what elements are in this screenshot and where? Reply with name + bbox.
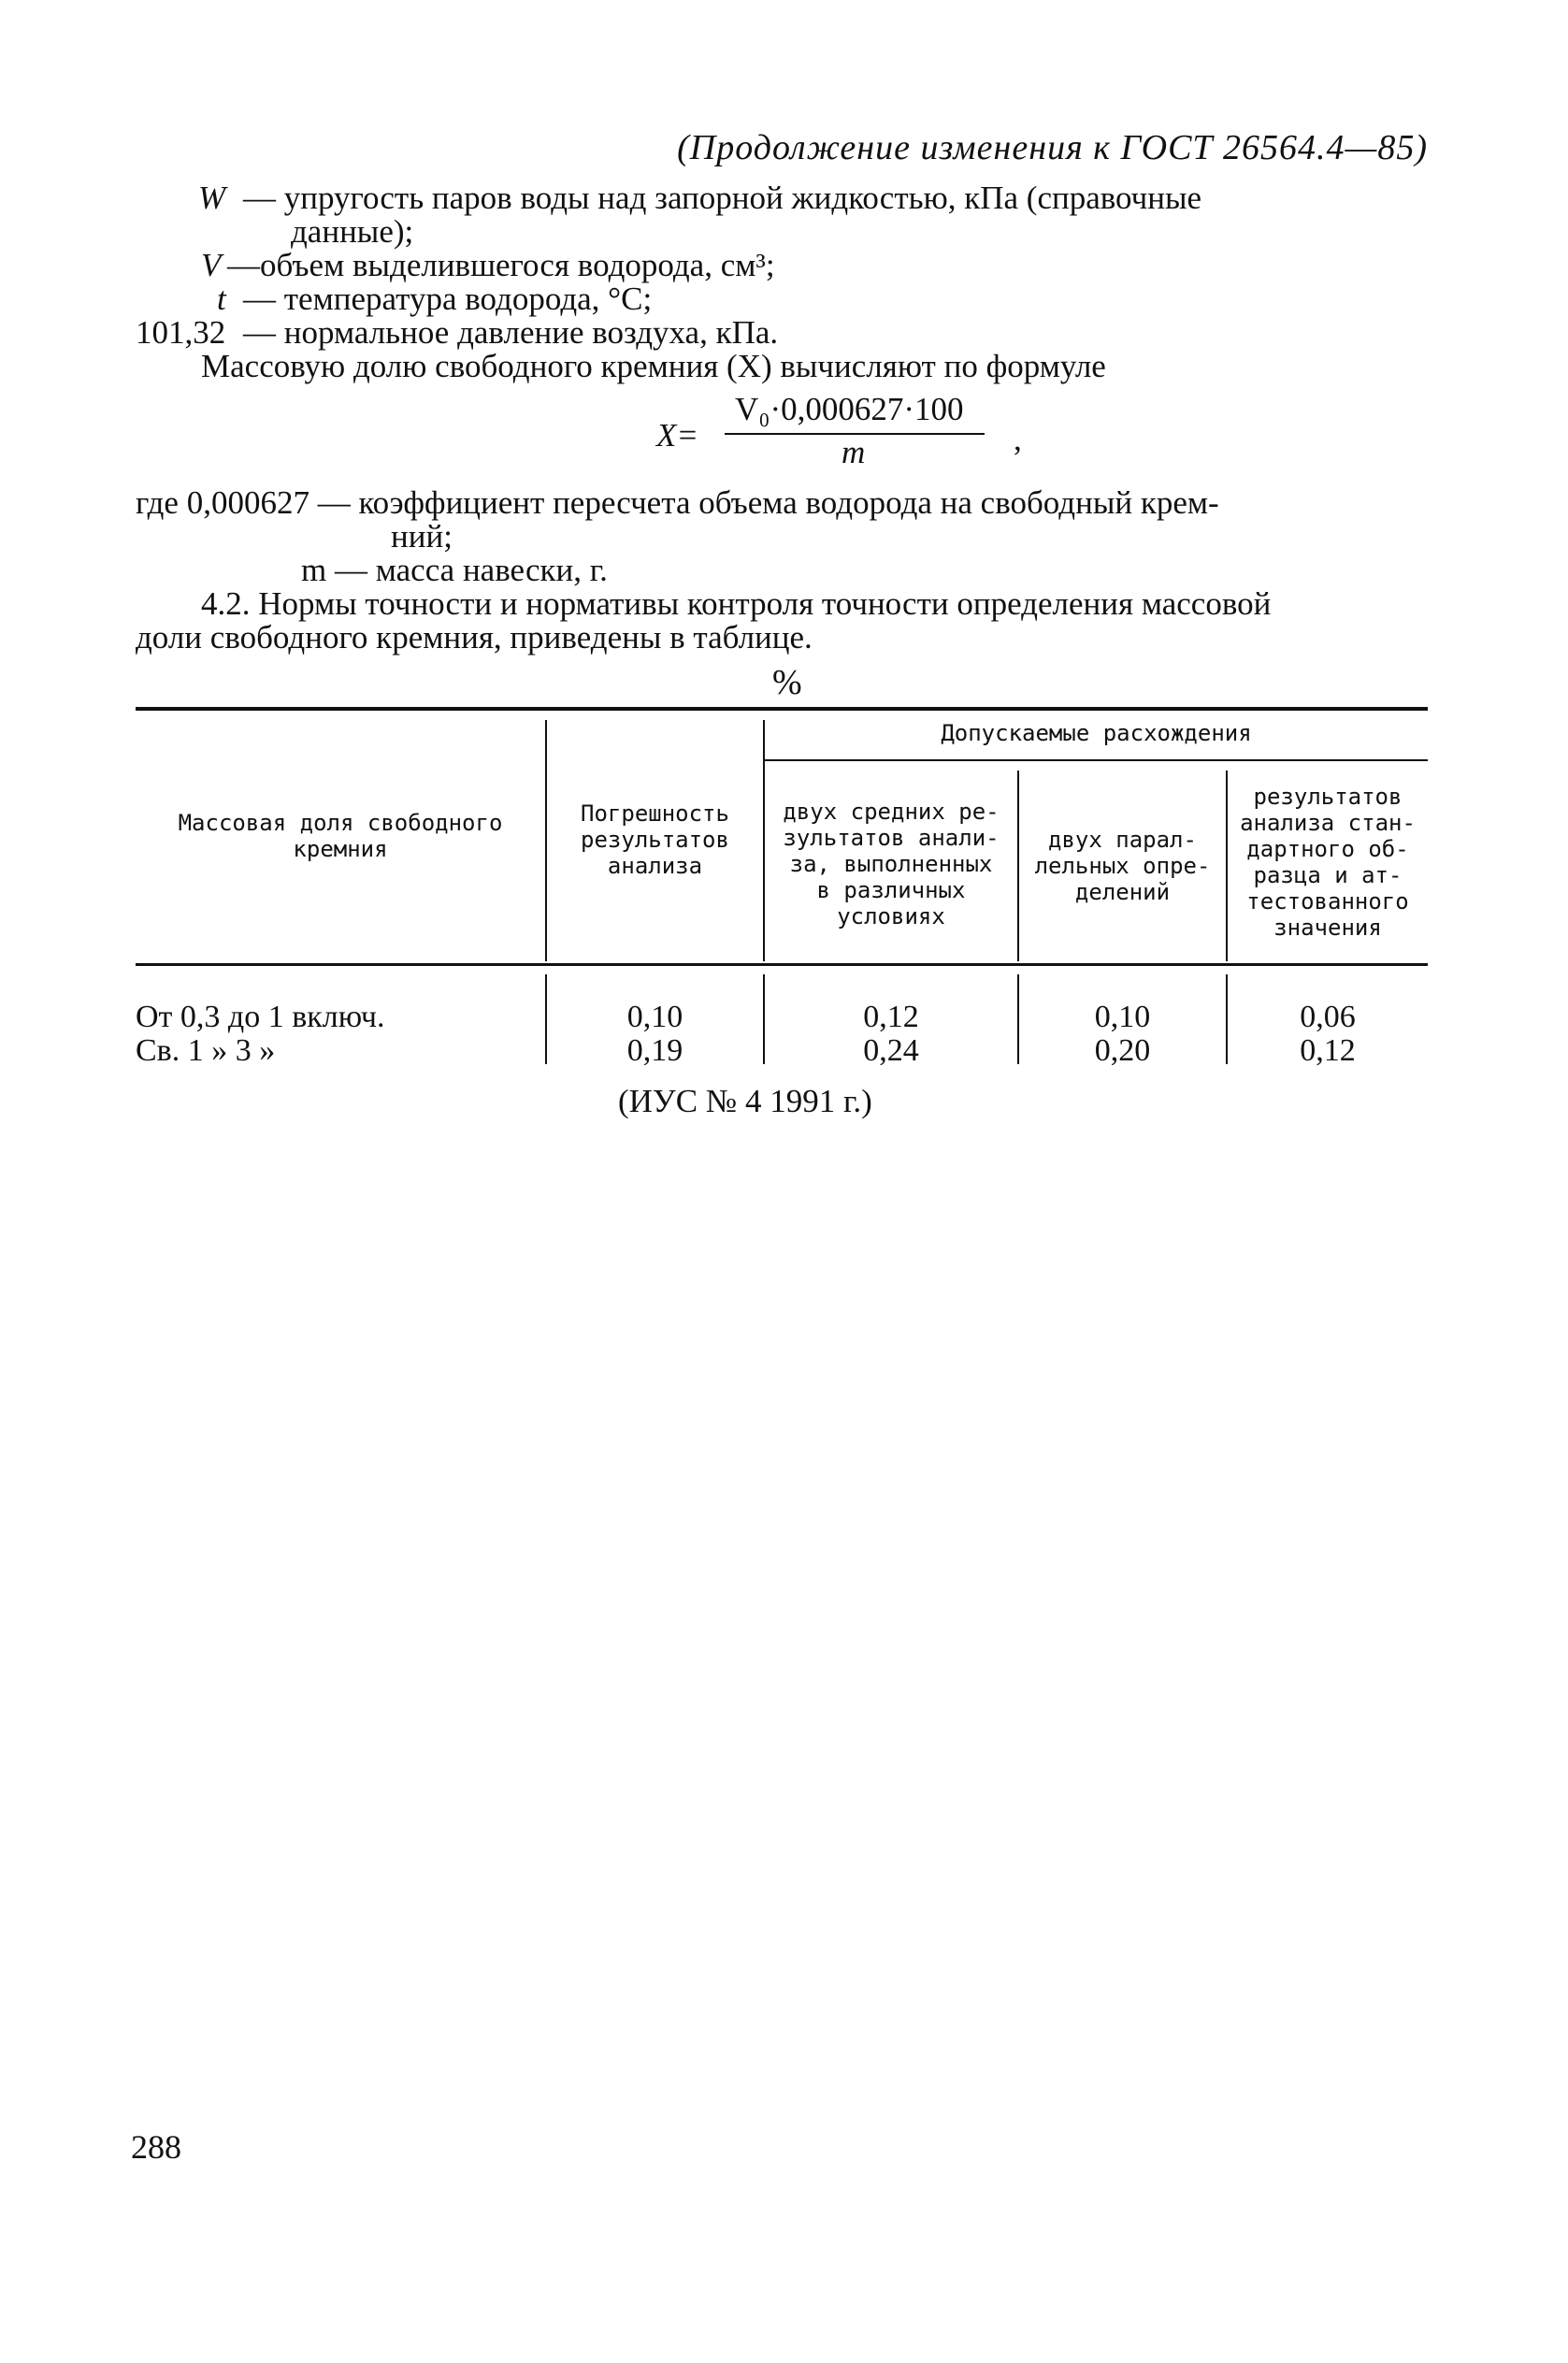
table-row-1-averages: 0,12: [863, 1000, 919, 1034]
group-header: Допускаемые расхождения: [941, 720, 1252, 746]
col-header-mass-fraction: Массовая доля свободного кремния: [178, 810, 503, 862]
table-row-1-error: 0,10: [626, 1000, 683, 1034]
formula-trail: ,: [1014, 421, 1022, 457]
def-text-v: —объем выделившегося водорода, см³;: [227, 247, 775, 283]
table-row-1-standard: 0,06: [1300, 1000, 1356, 1034]
def-symbol-pressure: 101,32: [136, 314, 226, 351]
table-row-2-error: 0,19: [626, 1033, 683, 1068]
col-header-error: Погрешность результатов анализа: [581, 800, 729, 879]
group-header-rule: [765, 759, 1428, 761]
header-bottom-rule: [136, 963, 1428, 966]
table-row-2-averages: 0,24: [863, 1033, 919, 1068]
table-row-1-parallel: 0,10: [1094, 1000, 1151, 1034]
col-header-standard-sample: результатов анализа стан- дартного об- разца и ат- тестованного значения: [1240, 784, 1416, 941]
where-line-1: где 0,000627 — коэффициент пересчета объема водорода на свободный крем-: [136, 484, 1219, 521]
where-line-3: m — масса навески, г.: [301, 552, 608, 588]
page-header: (Продолжение изменения к ГОСТ 26564.4—85): [677, 128, 1428, 167]
paragraph-line-2: доли свободного кремния, приведены в таблице.: [136, 619, 813, 656]
def-text-pressure: — нормальное давление воздуха, кПа.: [243, 314, 779, 351]
table-top-rule: [136, 707, 1428, 711]
def-symbol-v: V: [201, 247, 222, 283]
formula-denominator: m: [842, 434, 866, 470]
def-text-w: — упругость паров воды над запорной жидкостью, кПа (справочные: [243, 180, 1202, 216]
page-number: 288: [131, 2128, 181, 2166]
col-header-parallel: двух парал- лельных опре- делений: [1034, 827, 1211, 905]
table-row-2-range: Св. 1 » 3 »: [136, 1033, 276, 1068]
table-row-2-parallel: 0,20: [1094, 1033, 1151, 1068]
footnote: (ИУС № 4 1991 г.): [618, 1083, 872, 1119]
formula-lhs: X=: [656, 417, 698, 454]
def-symbol-w: W: [198, 180, 226, 216]
table-unit: %: [772, 663, 802, 702]
def-symbol-t: t: [217, 281, 226, 317]
def-text-w-cont: данные);: [291, 213, 414, 250]
def-text-t: — температура водорода, °С;: [243, 281, 653, 317]
formula-numerator: V₀·0,000627·100: [735, 391, 964, 427]
col-header-two-averages: двух средних ре- зультатов анали- за, выполненных в различных условиях: [783, 799, 1000, 929]
formula-intro: Массовую долю свободного кремния (X) вычисляют по формуле: [201, 348, 1106, 384]
paragraph-line-1: 4.2. Нормы точности и нормативы контроля точности определения массовой: [201, 585, 1272, 622]
where-line-2: ний;: [391, 518, 453, 555]
table-row-2-standard: 0,12: [1300, 1033, 1356, 1068]
table-row-1-range: От 0,3 до 1 включ.: [136, 1000, 385, 1034]
